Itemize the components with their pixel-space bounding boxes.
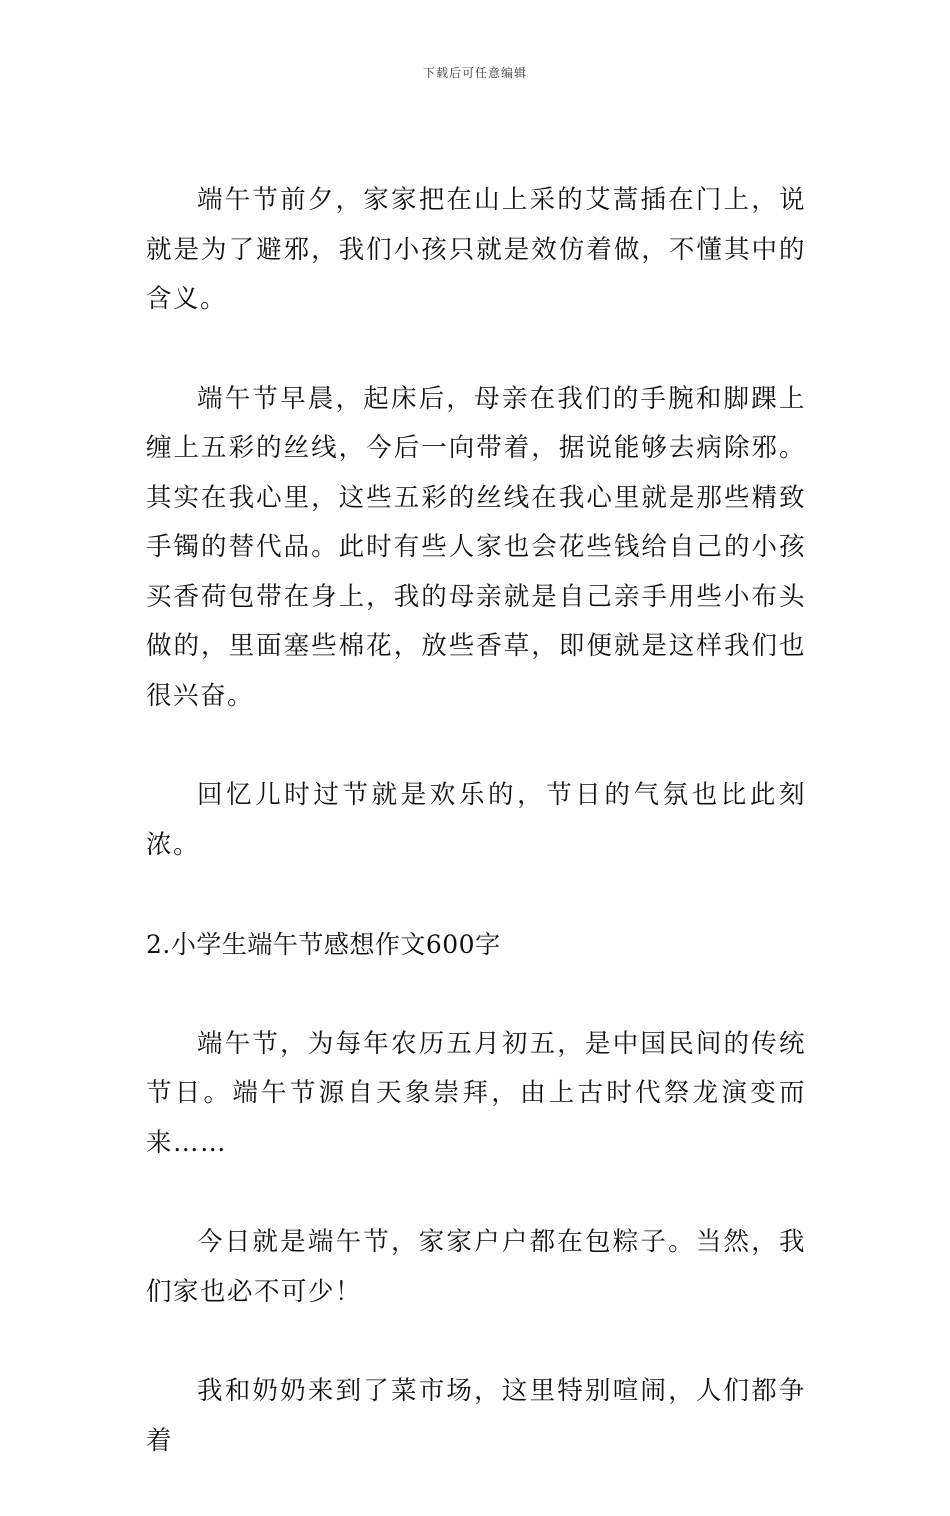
paragraph-mugwort: 端午节前夕，家家把在山上采的艾蒿插在门上，说就是为了避邪，我们小孩只就是效仿着做，不懂其中的含义。 bbox=[146, 185, 806, 314]
section-heading: 2.小学生端午节感想作文600字 bbox=[146, 930, 501, 959]
paragraph-memories: 回忆儿时过节就是欢乐的，节日的气氛也比此刻浓。 bbox=[146, 780, 806, 860]
paragraph-market: 我和奶奶来到了菜市场，这里特别喧闹，人们都争着 bbox=[146, 1376, 806, 1456]
paragraph-silk-threads: 端午节早晨，起床后，母亲在我们的手腕和脚踝上缠上五彩的丝线，今后一向带着，据说能够去病除邪。其实在我心里，这些五彩的丝线在我心里就是那些精致手镯的替代品。此时有些人家也会花些钱给自己的小孩买香荷包带在身上，我的母亲就是自己亲手用些小布头做的，里面塞些棉花，放些香草，即便就是这样我们也很兴奋。 bbox=[146, 383, 806, 711]
paragraph-zongzi: 今日就是端午节，家家户户都在包粽子。当然，我们家也必不可少！ bbox=[146, 1227, 806, 1307]
paragraph-festival-origin: 端午节，为每年农历五月初五，是中国民间的传统节日。端午节源自天象崇拜，由上古时代祭龙演变而来…… bbox=[146, 1028, 806, 1158]
page-header: 下载后可任意编辑 bbox=[422, 66, 527, 80]
document-body bbox=[146, 176, 806, 1516]
